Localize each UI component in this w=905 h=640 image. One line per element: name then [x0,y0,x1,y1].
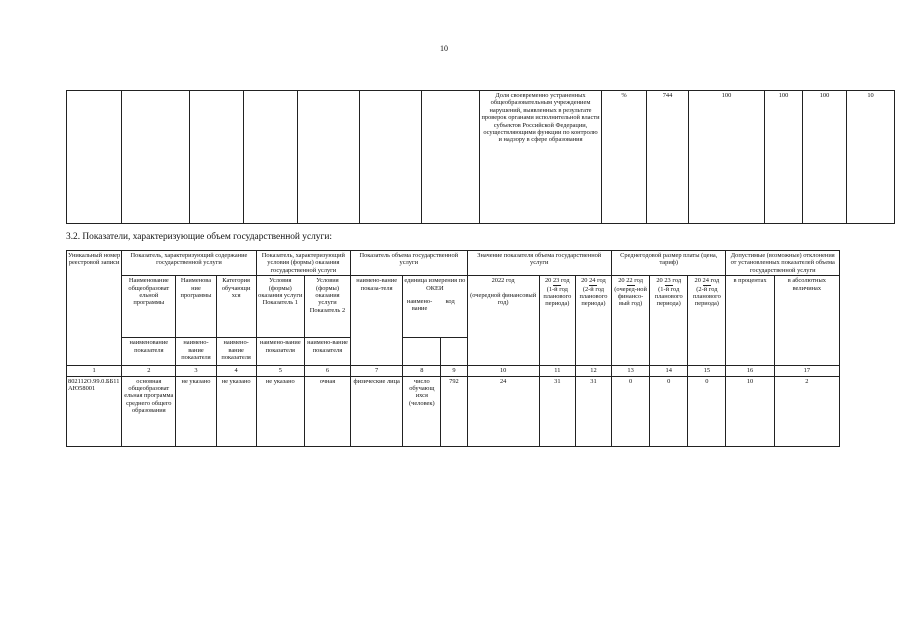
fee-2024-cell: 0 [688,376,726,446]
col-unit-label: единица измерения по ОКЕИ [404,277,466,292]
value-2022-cell: 24 [467,376,539,446]
condition-1-cell: не указано [256,376,304,446]
column-number: 16 [726,366,774,376]
col-condition-2: Условия (формы) оказания услуги Показатель 2 [304,276,350,338]
fee-2023-cell: 0 [650,376,688,446]
col-fee-2022: 20 22 год (очеред-ной финансо-вый год) [612,276,650,366]
col-value-2023: 20 23 год (1-й год планового периода) [539,276,575,366]
column-number: 5 [256,366,304,376]
deviation-abs-cell: 2 [774,376,839,446]
column-number: 6 [304,366,350,376]
col-content: Показатель, характеризующий содержание государственной услуги [122,251,257,276]
col-value: Значение показателя объема государственной услуги [467,251,612,276]
col-deviation-abs: в абсолютных величинах [774,276,839,366]
col-unit-name: наимено-вание [406,298,433,313]
deviation-pct-cell: 10 [726,376,774,446]
deviation-pct-cell: 10 [847,91,895,224]
value-2023-cell: 31 [539,376,575,446]
col-value-2024: 20 24 год (2-й год планового периода) [575,276,611,366]
col-deviation-pct: в процентах [726,276,774,366]
column-number: 10 [467,366,539,376]
okei-cell: 744 [647,91,689,224]
col-volume: Показатель объема государственной услуги [351,251,467,276]
indicator-description: Доля своевременно устраненных общеобразовательным учреждением нарушений, выявленных в результате проверок органами исполнительной власти субъектов Российской Федерации, осуществляющими функции по контролю и надзору в сфере образования [480,91,602,224]
col-unit [403,276,467,338]
col-indicator-label-1: наименование показателя [122,338,176,366]
volume-indicators-table [66,250,840,447]
col-deviation: Допустимые (возможные) отклонения от установленных показателей объема государственной услуги [726,251,840,276]
column-number: 14 [650,366,688,376]
value-2024-cell: 100 [803,91,847,224]
col-condition-1: Условия (формы) оказания услуги Показатель 1 [256,276,304,338]
col-indicator-label-4: наимено-вание показателя [256,338,304,366]
column-number: 11 [539,366,575,376]
col-fee: Среднегодовой размер платы (цена, тариф) [612,251,726,276]
column-number: 1 [67,366,122,376]
column-number: 7 [351,366,403,376]
program-name-cell: не указано [176,376,216,446]
col-program: Наименова ние программы [176,276,216,338]
col-indicator-name: наимено-вание показа-теля [351,276,403,366]
col-program-name: Наименование общеобразоват ельной программы [122,276,176,338]
col-fee-2023: 20 23 год (1-й год планового периода) [650,276,688,366]
column-number: 3 [176,366,216,376]
condition-2-cell: очная [304,376,350,446]
col-conditions: Показатель, характеризующий условия (формы) оказания государственной услуги [256,251,350,276]
table-row [67,376,840,446]
table-row [67,91,895,224]
col-indicator-label-2: наимено-вание показателя [176,338,216,366]
col-unit-code: код [445,298,455,306]
category-cell: не указано [216,376,256,446]
fee-2022-cell: 0 [612,376,650,446]
column-number: 12 [575,366,611,376]
unit-name-cell: число обучающ ихся (человек) [403,376,441,446]
column-number: 13 [612,366,650,376]
column-number: 17 [774,366,839,376]
value-2022-cell: 100 [689,91,765,224]
indicator-cell: физические лица [351,376,403,446]
value-2023-cell: 100 [765,91,803,224]
registry-id: 802112О.99.0.ББ11АЮ58001 [67,376,122,446]
value-2024-cell: 31 [575,376,611,446]
col-indicator-label-5: наимено-вание показателя [304,338,350,366]
quality-indicators-continuation-table [66,90,895,224]
section-title: 3.2. Показатели, характеризующие объем государственной услуги: [66,232,332,242]
col-unique-number: Уникальный номер реестровой записи [67,251,122,366]
column-number: 4 [216,366,256,376]
program-cell: основная общеобразоват ельная программа среднего общего образования [122,376,176,446]
column-number: 2 [122,366,176,376]
col-indicator-label-3: наимено-вание показателя [216,338,256,366]
table-header-row [67,276,840,338]
page-number: 10 [440,44,448,53]
column-number: 9 [441,366,467,376]
table-header-row [67,251,840,276]
column-number: 15 [688,366,726,376]
col-value-2022: 2022 год (очередной финансовый год) [467,276,539,366]
unit-cell: % [602,91,647,224]
col-category: Категория обучающи хся [216,276,256,338]
col-fee-2024: 20 24 год (2-й год планового периода) [688,276,726,366]
column-number: 8 [403,366,441,376]
column-number-row [67,366,840,376]
unit-code-cell: 792 [441,376,467,446]
